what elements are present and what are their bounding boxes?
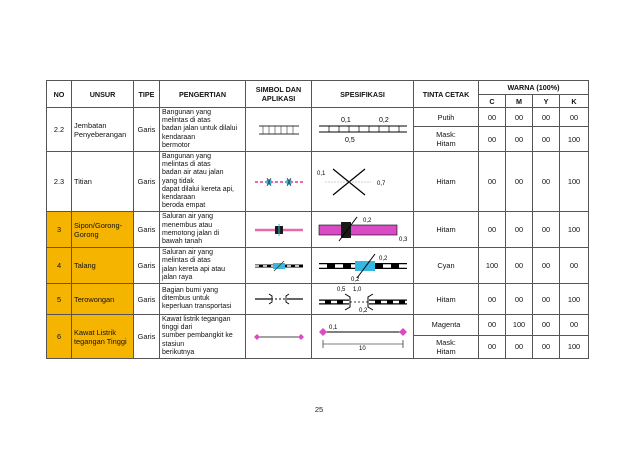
spec-label: 0,1 bbox=[340, 116, 351, 124]
header-k: K bbox=[560, 95, 589, 108]
jembatan-spec-icon bbox=[315, 114, 411, 146]
row-tipe: Garis bbox=[134, 315, 160, 359]
ink-m: 00 bbox=[506, 152, 533, 212]
row-tipe: Garis bbox=[134, 108, 160, 152]
ink-m: 00 bbox=[506, 108, 533, 127]
ink-k: 100 bbox=[560, 335, 589, 359]
table-row bbox=[47, 315, 589, 335]
ink-y: 00 bbox=[533, 248, 560, 284]
ink-c: 00 bbox=[479, 108, 506, 127]
ink-m: 00 bbox=[506, 127, 533, 152]
ink-y: 00 bbox=[533, 284, 560, 315]
ink-k: 100 bbox=[560, 284, 589, 315]
terowongan-symbol-icon bbox=[249, 292, 309, 306]
symbol-titian-cell bbox=[246, 152, 312, 212]
ink-y: 00 bbox=[533, 315, 560, 335]
symbol-talang-cell bbox=[246, 248, 312, 284]
header-spesifikasi: SPESIFIKASI bbox=[312, 81, 414, 108]
header-simbol: SIMBOL DAN APLIKASI bbox=[246, 81, 312, 108]
ink-m: 00 bbox=[506, 248, 533, 284]
row-unsur: Sipon/Gorong-Gorong bbox=[72, 212, 134, 248]
ink-name: Cyan bbox=[414, 248, 479, 284]
header-m: M bbox=[506, 95, 533, 108]
ink-c: 00 bbox=[479, 127, 506, 152]
page-number: 25 bbox=[314, 405, 324, 414]
spec-kawat-cell bbox=[312, 315, 414, 359]
spec-label: 0,3 bbox=[398, 236, 407, 243]
header-c: C bbox=[479, 95, 506, 108]
spec-label: 0,5 bbox=[344, 136, 355, 144]
ink-c: 00 bbox=[479, 284, 506, 315]
ink-k: 00 bbox=[560, 108, 589, 127]
table-row bbox=[47, 248, 589, 284]
ink-name: Hitam bbox=[414, 212, 479, 248]
spec-sipon-cell bbox=[312, 212, 414, 248]
spec-label: 0,2 bbox=[350, 276, 359, 282]
spec-terowongan-cell bbox=[312, 284, 414, 315]
spec-label: 1,0 bbox=[352, 287, 361, 294]
symbol-sipon-cell bbox=[246, 212, 312, 248]
spec-label: 0,1 bbox=[328, 324, 337, 331]
ink-y: 00 bbox=[533, 152, 560, 212]
titian-symbol-icon bbox=[249, 175, 309, 189]
header-pengertian: PENGERTIAN bbox=[160, 81, 246, 108]
row-tipe: Garis bbox=[134, 248, 160, 284]
row-pengertian: Bangunan yang melintas di atas badan jalan untuk dilalui kendaraan bermotor bbox=[160, 108, 246, 152]
sipon-symbol-icon bbox=[249, 223, 309, 237]
row-no: 6 bbox=[47, 315, 72, 359]
ink-y: 00 bbox=[533, 127, 560, 152]
ink-name: Hitam bbox=[414, 152, 479, 212]
ink-c: 00 bbox=[479, 315, 506, 335]
header-warna: WARNA (100%) bbox=[479, 81, 589, 95]
specification-table bbox=[46, 80, 589, 359]
talang-spec-icon bbox=[315, 250, 411, 282]
spec-label: 0,2 bbox=[358, 308, 367, 314]
row-no: 4 bbox=[47, 248, 72, 284]
ink-m: 00 bbox=[506, 335, 533, 359]
spec-label: 0,7 bbox=[376, 180, 385, 187]
header-tinta: TINTA CETAK bbox=[414, 81, 479, 108]
ink-name: Magenta bbox=[414, 315, 479, 335]
header-unsur: UNSUR bbox=[72, 81, 134, 108]
spec-label: 0,2 bbox=[378, 255, 387, 262]
talang-symbol-icon bbox=[249, 259, 309, 273]
row-pengertian: Saluran air yang menembus atau memotong jalan di bawah tanah bbox=[160, 212, 246, 248]
header-tipe: TIPE bbox=[134, 81, 160, 108]
header-no: NO bbox=[47, 81, 72, 108]
header-y: Y bbox=[533, 95, 560, 108]
titian-spec-icon bbox=[315, 165, 411, 199]
ink-name: Mask: Hitam bbox=[414, 127, 479, 152]
ink-name: Hitam bbox=[414, 284, 479, 315]
spec-label: 0,2 bbox=[362, 217, 371, 224]
row-tipe: Garis bbox=[134, 212, 160, 248]
row-no: 2.3 bbox=[47, 152, 72, 212]
spec-talang-cell bbox=[312, 248, 414, 284]
ink-k: 100 bbox=[560, 152, 589, 212]
ink-m: 00 bbox=[506, 212, 533, 248]
ink-c: 00 bbox=[479, 335, 506, 359]
ink-c: 00 bbox=[479, 152, 506, 212]
symbol-terowongan-cell bbox=[246, 284, 312, 315]
ink-name: Putih bbox=[414, 108, 479, 127]
ink-name: Mask: Hitam bbox=[414, 335, 479, 359]
kawat-listrik-symbol-icon bbox=[249, 330, 309, 344]
row-tipe: Garis bbox=[134, 284, 160, 315]
spec-titian-cell bbox=[312, 152, 414, 212]
ink-m: 100 bbox=[506, 315, 533, 335]
table-row bbox=[47, 212, 589, 248]
ink-k: 100 bbox=[560, 212, 589, 248]
row-unsur: Talang bbox=[72, 248, 134, 284]
ink-k: 00 bbox=[560, 315, 589, 335]
ink-y: 00 bbox=[533, 335, 560, 359]
spec-label: 10 bbox=[358, 345, 366, 352]
spec-label: 0,5 bbox=[336, 287, 345, 294]
row-pengertian: Saluran air yang melintas di atas jalan kereta api atau jalan raya bbox=[160, 248, 246, 284]
kawat-listrik-spec-icon bbox=[315, 322, 411, 352]
row-unsur: Kawat Listrik tegangan Tinggi bbox=[72, 315, 134, 359]
ink-k: 00 bbox=[560, 248, 589, 284]
table-row bbox=[47, 108, 589, 127]
row-no: 2.2 bbox=[47, 108, 72, 152]
symbol-jembatan-cell bbox=[246, 108, 312, 152]
ink-y: 00 bbox=[533, 108, 560, 127]
row-pengertian: Kawat listrik tegangan tinggi dari sumber pembangkit ke stasiun berikutnya bbox=[160, 315, 246, 359]
row-tipe: Garis bbox=[134, 152, 160, 212]
table-row bbox=[47, 284, 589, 315]
spec-label: 0,1 bbox=[316, 170, 325, 177]
ink-k: 100 bbox=[560, 127, 589, 152]
sipon-spec-icon bbox=[315, 214, 411, 246]
row-no: 3 bbox=[47, 212, 72, 248]
spec-jembatan-cell bbox=[312, 108, 414, 152]
row-unsur: Jembatan Penyeberangan bbox=[72, 108, 134, 152]
ink-m: 00 bbox=[506, 284, 533, 315]
ink-c: 00 bbox=[479, 212, 506, 248]
jembatan-symbol-icon bbox=[249, 123, 309, 137]
symbol-kawat-cell bbox=[246, 315, 312, 359]
spec-label: 0,2 bbox=[378, 116, 389, 124]
row-unsur: Terowongan bbox=[72, 284, 134, 315]
row-pengertian: Bagian bumi yang ditembus untuk keperluan transportasi bbox=[160, 284, 246, 315]
row-pengertian: Bangunan yang melintas di atas badan air atau jalan yang tidak dapat dilalui kereta api, kendaraan beroda empat bbox=[160, 152, 246, 212]
terowongan-spec-icon bbox=[315, 285, 411, 313]
row-unsur: Titian bbox=[72, 152, 134, 212]
table-row bbox=[47, 152, 589, 212]
row-no: 5 bbox=[47, 284, 72, 315]
ink-c: 100 bbox=[479, 248, 506, 284]
ink-y: 00 bbox=[533, 212, 560, 248]
